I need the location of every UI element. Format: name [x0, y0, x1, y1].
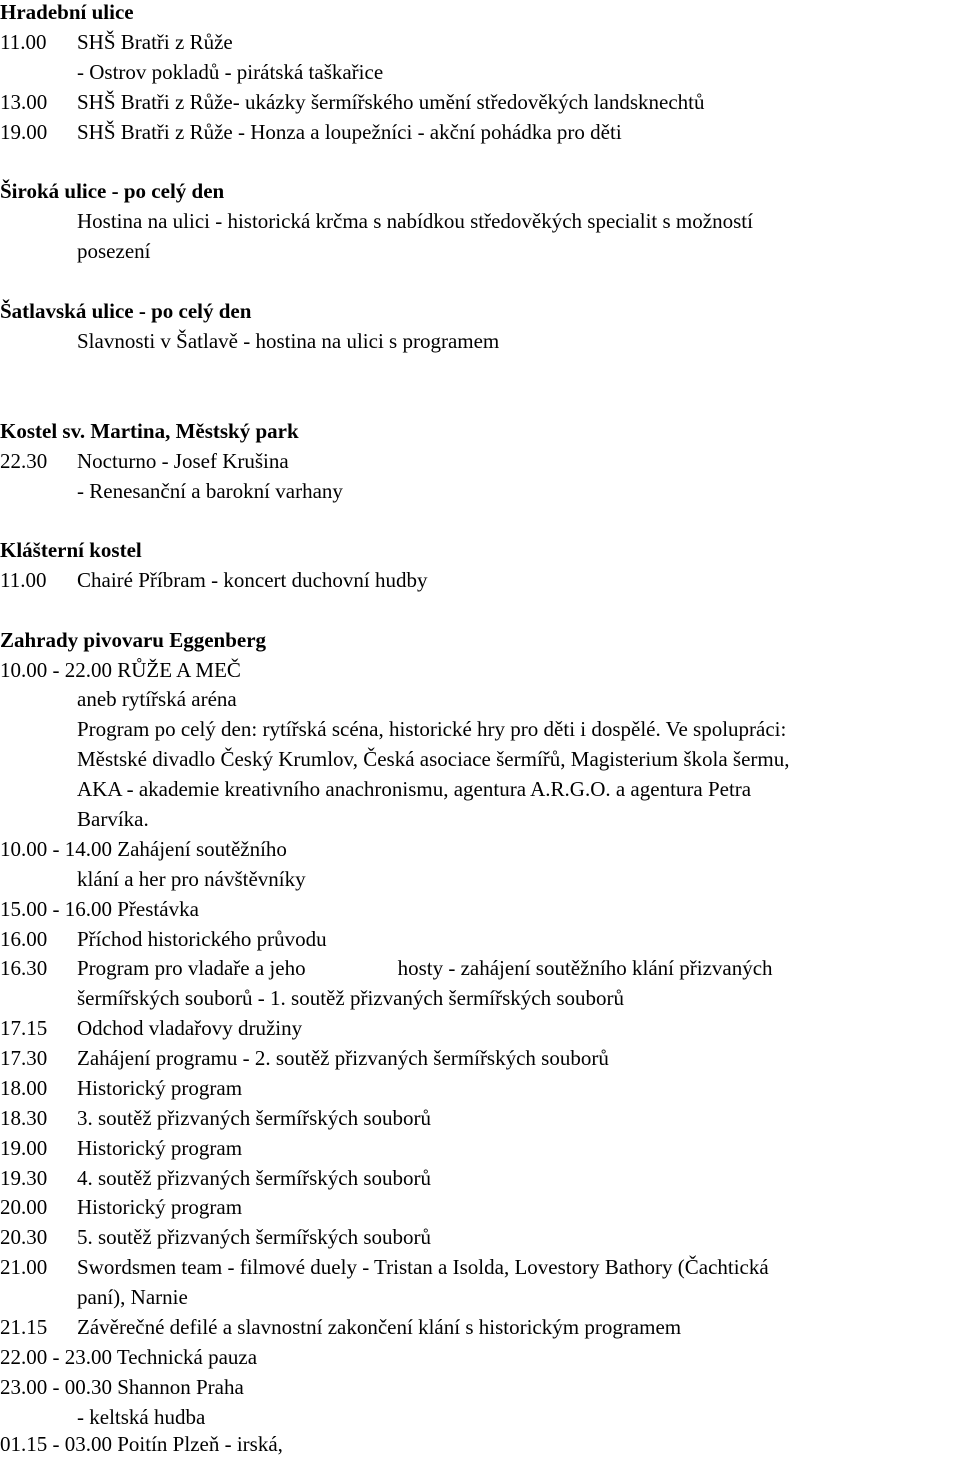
event-text: 22.00 - 23.00 Technická pauza [0, 1345, 258, 1369]
event-text: AKA - akademie kreativního anachronismu, agentura A.R.G.O. a agentura Petra [77, 777, 752, 801]
section-heading-klasterni: Klášterní kostel [0, 538, 142, 562]
schedule-row [0, 117, 622, 147]
event-text: klání a her pro návštěvníky [77, 867, 306, 891]
event-text: SHŠ Bratři z Růže [77, 30, 233, 54]
event-text: 10.00 - 22.00 RŮŽE A MEČ [0, 658, 241, 682]
schedule-row [0, 1192, 242, 1222]
event-text: - Renesanční a barokní varhany [77, 479, 343, 503]
time-label: 17.15 [0, 1016, 48, 1040]
time-label: 22.30 [0, 449, 48, 473]
event-text: 23.00 - 00.30 Shannon Praha [0, 1375, 244, 1399]
event-text: Historický program [77, 1076, 243, 1100]
event-text: Slavnosti v Šatlavě - hostina na ulici s programem [77, 329, 500, 353]
section-heading-siroka: Široká ulice - po celý den [0, 179, 225, 203]
event-text: SHŠ Bratři z Růže- ukázky šermířského umění středověkých landsknechtů [77, 90, 705, 114]
schedule-row [0, 1103, 431, 1133]
event-text: Swordsmen team - filmové duely - Tristan a Isolda, Lovestory Bathory (Čachtická [77, 1255, 769, 1279]
schedule-row [0, 1252, 769, 1282]
event-text: Odchod vladařovy družiny [77, 1016, 303, 1040]
schedule-row [0, 1073, 242, 1103]
event-text: Zahájení programu - 2. soutěž přizvaných šermířských souborů [77, 1046, 609, 1070]
event-text: 3. soutěž přizvaných šermířských souborů [77, 1106, 431, 1130]
time-label: 19.00 [0, 120, 48, 144]
event-text: 15.00 - 16.00 Přestávka [0, 897, 199, 921]
event-text: - keltská hudba [77, 1405, 206, 1429]
event-text: posezení [77, 239, 151, 263]
event-text: Historický program [77, 1136, 243, 1160]
schedule-row [0, 1163, 431, 1193]
event-text: Hostina na ulici - historická krčma s nabídkou středověkých specialit s možností [77, 209, 753, 233]
time-label: 19.30 [0, 1166, 48, 1190]
event-text: Program pro vladaře a jeho [77, 956, 306, 980]
schedule-row [0, 565, 428, 595]
time-label: 20.30 [0, 1225, 48, 1249]
time-label: 17.30 [0, 1046, 48, 1070]
event-text: Nocturno - Josef Krušina [77, 449, 289, 473]
section-heading-hradebni: Hradební ulice [0, 0, 134, 24]
event-text: paní), Narnie [77, 1285, 188, 1309]
event-text: Městské divadlo Český Krumlov, Česká asociace šermířů, Magisterium škola šermu, [77, 747, 790, 771]
schedule-row [0, 1043, 609, 1073]
section-heading-satlavska: Šatlavská ulice - po celý den [0, 299, 252, 323]
event-text: 01.15 - 03.00 Poitín Plzeň - irská, [0, 1432, 283, 1456]
time-label: 21.00 [0, 1255, 48, 1279]
event-text: Příchod historického průvodu [77, 927, 327, 951]
section-heading-kostel-martina: Kostel sv. Martina, Městský park [0, 419, 299, 443]
schedule-row [0, 1013, 302, 1043]
event-text: SHŠ Bratři z Růže - Honza a loupežníci - akční pohádka pro děti [77, 120, 622, 144]
event-text: šermířských souborů - 1. soutěž přizvaných šermířských souborů [77, 986, 625, 1010]
time-label: 11.00 [0, 568, 47, 592]
schedule-row [0, 1312, 681, 1342]
time-label: 16.30 [0, 956, 48, 980]
time-label: 21.15 [0, 1315, 48, 1339]
schedule-row [0, 1133, 242, 1163]
event-text: Závěrečné defilé a slavnostní zakončení klání s historickým programem [77, 1315, 682, 1339]
schedule-row [0, 27, 233, 57]
time-label: 19.00 [0, 1136, 48, 1160]
event-text: Program po celý den: rytířská scéna, historické hry pro děti i dospělé. Ve spolupráci: [77, 717, 787, 741]
time-label: 13.00 [0, 90, 48, 114]
schedule-row [0, 87, 705, 117]
event-text: Barvíka. [77, 807, 149, 831]
event-text: 10.00 - 14.00 Zahájení soutěžního [0, 837, 287, 861]
section-heading-eggenberg: Zahrady pivovaru Eggenberg [0, 628, 267, 652]
event-text: hosty - zahájení soutěžního klání přizvaných [397, 956, 773, 980]
schedule-row [0, 953, 773, 983]
event-text: - Ostrov pokladů - pirátská taškařice [77, 60, 384, 84]
schedule-row [0, 1222, 431, 1252]
schedule-row [0, 924, 327, 954]
event-text: aneb rytířská aréna [77, 687, 237, 711]
event-text: Historický program [77, 1195, 243, 1219]
time-label: 11.00 [0, 30, 47, 54]
time-label: 18.00 [0, 1076, 48, 1100]
time-label: 18.30 [0, 1106, 48, 1130]
event-text: 5. soutěž přizvaných šermířských souborů [77, 1225, 431, 1249]
event-text: 4. soutěž přizvaných šermířských souborů [77, 1166, 431, 1190]
time-label: 20.00 [0, 1195, 48, 1219]
schedule-row [0, 446, 289, 476]
event-text: Chairé Příbram - koncert duchovní hudby [77, 568, 428, 592]
time-label: 16.00 [0, 927, 48, 951]
